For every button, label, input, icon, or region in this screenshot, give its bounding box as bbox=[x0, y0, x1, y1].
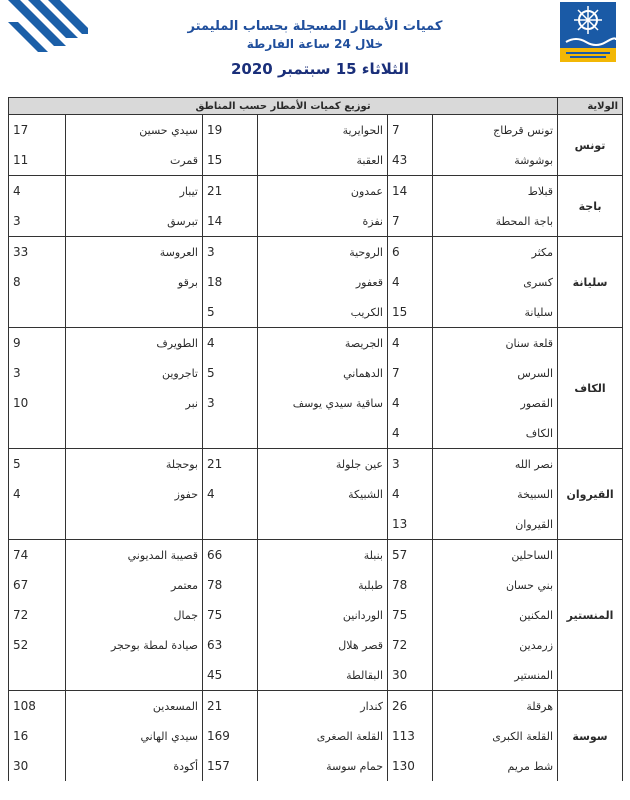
governorate-name: المنستير bbox=[558, 540, 623, 691]
station-3-name: الطويرف bbox=[66, 328, 203, 359]
station-1-value: 78 bbox=[388, 570, 433, 600]
station-3-name: المسعدين bbox=[66, 691, 203, 722]
station-1-value: 113 bbox=[388, 721, 433, 751]
station-3-name bbox=[66, 509, 203, 540]
station-1-name: مكثر bbox=[433, 237, 558, 268]
station-1-name: سليانة bbox=[433, 297, 558, 328]
station-1-name: بني حسان bbox=[433, 570, 558, 600]
station-2-name bbox=[258, 509, 388, 540]
station-3-name: سيدي حسين bbox=[66, 115, 203, 146]
station-2-value: 5 bbox=[203, 297, 258, 328]
station-1-value: 7 bbox=[388, 115, 433, 146]
station-2-name: الكريب bbox=[258, 297, 388, 328]
station-3-value bbox=[9, 509, 66, 540]
report-title bbox=[150, 18, 480, 53]
station-2-name: الدهماني bbox=[258, 358, 388, 388]
station-3-value: 33 bbox=[9, 237, 66, 268]
station-2-value: 4 bbox=[203, 479, 258, 509]
page-header bbox=[0, 0, 630, 96]
station-1-name: القصور bbox=[433, 388, 558, 418]
rainfall-table bbox=[8, 97, 623, 781]
station-3-value: 4 bbox=[9, 176, 66, 207]
station-2-value: 15 bbox=[203, 145, 258, 176]
station-2-value: 21 bbox=[203, 449, 258, 480]
station-3-value: 74 bbox=[9, 540, 66, 571]
rainfall-table-body bbox=[9, 98, 623, 782]
station-3-name: جمال bbox=[66, 600, 203, 630]
station-1-value: 72 bbox=[388, 630, 433, 660]
station-2-value: 3 bbox=[203, 388, 258, 418]
table-row bbox=[9, 418, 623, 449]
station-1-name: الكاف bbox=[433, 418, 558, 449]
table-row bbox=[9, 237, 623, 268]
station-3-value: 4 bbox=[9, 479, 66, 509]
station-3-value: 16 bbox=[9, 721, 66, 751]
table-row bbox=[9, 540, 623, 571]
station-1-value: 15 bbox=[388, 297, 433, 328]
station-3-name: قصيبة المديوني bbox=[66, 540, 203, 571]
station-2-value: 18 bbox=[203, 267, 258, 297]
station-1-value: 30 bbox=[388, 660, 433, 691]
station-3-value bbox=[9, 660, 66, 691]
table-row bbox=[9, 630, 623, 660]
station-2-name: القلعة الصغرى bbox=[258, 721, 388, 751]
station-3-value bbox=[9, 297, 66, 328]
station-1-name: هرقلة bbox=[433, 691, 558, 722]
station-2-name: نفزة bbox=[258, 206, 388, 237]
station-3-value: 9 bbox=[9, 328, 66, 359]
station-3-value: 108 bbox=[9, 691, 66, 722]
station-1-value: 130 bbox=[388, 751, 433, 781]
station-2-name: قعفور bbox=[258, 267, 388, 297]
station-2-value: 14 bbox=[203, 206, 258, 237]
institute-logo-icon bbox=[560, 2, 616, 62]
title-line-2: خلال 24 ساعة الفارطة bbox=[246, 37, 384, 51]
station-3-name bbox=[66, 660, 203, 691]
station-3-name bbox=[66, 297, 203, 328]
station-2-value bbox=[203, 418, 258, 449]
station-1-value: 75 bbox=[388, 600, 433, 630]
station-3-name: برقو bbox=[66, 267, 203, 297]
station-3-name: تاجروين bbox=[66, 358, 203, 388]
station-2-value: 157 bbox=[203, 751, 258, 781]
station-2-name: ساقية سيدي يوسف bbox=[258, 388, 388, 418]
station-1-value: 4 bbox=[388, 388, 433, 418]
station-2-name: الروحية bbox=[258, 237, 388, 268]
governorate-name: باجة bbox=[558, 176, 623, 237]
table-row bbox=[9, 115, 623, 146]
station-3-value: 11 bbox=[9, 145, 66, 176]
station-2-value: 21 bbox=[203, 691, 258, 722]
station-3-value: 3 bbox=[9, 206, 66, 237]
table-row bbox=[9, 479, 623, 509]
station-1-name: القيروان bbox=[433, 509, 558, 540]
station-2-value: 78 bbox=[203, 570, 258, 600]
station-1-value: 57 bbox=[388, 540, 433, 571]
station-3-name: تبرسق bbox=[66, 206, 203, 237]
station-2-name: الجريصة bbox=[258, 328, 388, 359]
governorate-name: سليانة bbox=[558, 237, 623, 328]
station-3-name: أكودة bbox=[66, 751, 203, 781]
station-1-value: 43 bbox=[388, 145, 433, 176]
table-row bbox=[9, 388, 623, 418]
station-1-name: قلعة سنان bbox=[433, 328, 558, 359]
governorate-name: الكاف bbox=[558, 328, 623, 449]
station-3-name: العروسة bbox=[66, 237, 203, 268]
station-1-name: السبيخة bbox=[433, 479, 558, 509]
station-1-value: 3 bbox=[388, 449, 433, 480]
station-1-name: زرمدين bbox=[433, 630, 558, 660]
station-2-name: بنبلة bbox=[258, 540, 388, 571]
station-1-name: القلعة الكبرى bbox=[433, 721, 558, 751]
station-2-value: 169 bbox=[203, 721, 258, 751]
table-row bbox=[9, 297, 623, 328]
station-2-value: 19 bbox=[203, 115, 258, 146]
table-row bbox=[9, 751, 623, 781]
station-2-value: 3 bbox=[203, 237, 258, 268]
station-3-value: 10 bbox=[9, 388, 66, 418]
header-distribution: توزيع كميات الأمطار حسب المناطق bbox=[9, 98, 558, 115]
station-3-value: 3 bbox=[9, 358, 66, 388]
station-3-name bbox=[66, 418, 203, 449]
station-3-value: 30 bbox=[9, 751, 66, 781]
station-2-name: الشبيكة bbox=[258, 479, 388, 509]
station-1-name: بوشوشة bbox=[433, 145, 558, 176]
station-2-name: البقالطة bbox=[258, 660, 388, 691]
station-1-value: 7 bbox=[388, 358, 433, 388]
governorate-name: سوسة bbox=[558, 691, 623, 782]
station-3-name: حفوز bbox=[66, 479, 203, 509]
table-row bbox=[9, 509, 623, 540]
station-2-name: كندار bbox=[258, 691, 388, 722]
station-1-name: نصر الله bbox=[433, 449, 558, 480]
table-row bbox=[9, 721, 623, 751]
table-row bbox=[9, 145, 623, 176]
station-1-name: الساحلين bbox=[433, 540, 558, 571]
table-row bbox=[9, 358, 623, 388]
table-row bbox=[9, 570, 623, 600]
station-2-value bbox=[203, 509, 258, 540]
station-2-name: عمدون bbox=[258, 176, 388, 207]
table-row bbox=[9, 600, 623, 630]
station-3-name: صيادة لمطة بوحجر bbox=[66, 630, 203, 660]
station-2-value: 4 bbox=[203, 328, 258, 359]
station-2-value: 75 bbox=[203, 600, 258, 630]
station-3-name: تيبار bbox=[66, 176, 203, 207]
station-3-value: 8 bbox=[9, 267, 66, 297]
station-3-value: 67 bbox=[9, 570, 66, 600]
governorate-name: تونس bbox=[558, 115, 623, 176]
station-2-value: 45 bbox=[203, 660, 258, 691]
station-1-value: 6 bbox=[388, 237, 433, 268]
station-1-name: المنستير bbox=[433, 660, 558, 691]
station-1-value: 13 bbox=[388, 509, 433, 540]
station-3-name: قمرت bbox=[66, 145, 203, 176]
station-3-name: بوحجلة bbox=[66, 449, 203, 480]
table-header-row bbox=[9, 98, 623, 115]
station-2-name: طبلبة bbox=[258, 570, 388, 600]
table-row bbox=[9, 691, 623, 722]
station-2-name: العقبة bbox=[258, 145, 388, 176]
title-line-1: كميات الأمطار المسجلة بحساب المليمتر bbox=[187, 19, 443, 34]
station-2-value: 21 bbox=[203, 176, 258, 207]
station-2-value: 63 bbox=[203, 630, 258, 660]
station-2-name bbox=[258, 418, 388, 449]
station-3-value bbox=[9, 418, 66, 449]
station-2-name: قصر هلال bbox=[258, 630, 388, 660]
station-1-name: السرس bbox=[433, 358, 558, 388]
stripes-logo-icon bbox=[8, 0, 88, 60]
station-1-name: كسرى bbox=[433, 267, 558, 297]
table-row bbox=[9, 660, 623, 691]
table-row bbox=[9, 267, 623, 297]
station-3-value: 72 bbox=[9, 600, 66, 630]
station-1-value: 26 bbox=[388, 691, 433, 722]
station-2-name: الوردانين bbox=[258, 600, 388, 630]
header-governorate: الولاية bbox=[558, 98, 623, 115]
station-3-name: معتمر bbox=[66, 570, 203, 600]
table-row bbox=[9, 449, 623, 480]
station-2-name: عين جلولة bbox=[258, 449, 388, 480]
station-3-name: سيدي الهاني bbox=[66, 721, 203, 751]
station-1-value: 4 bbox=[388, 479, 433, 509]
station-3-value: 17 bbox=[9, 115, 66, 146]
station-1-value: 4 bbox=[388, 418, 433, 449]
station-1-name: قبلاط bbox=[433, 176, 558, 207]
station-2-name: حمام سوسة bbox=[258, 751, 388, 781]
station-1-name: شط مريم bbox=[433, 751, 558, 781]
table-row bbox=[9, 328, 623, 359]
table-row bbox=[9, 176, 623, 207]
table-row bbox=[9, 206, 623, 237]
station-1-value: 4 bbox=[388, 267, 433, 297]
station-3-name: نبر bbox=[66, 388, 203, 418]
station-1-name: المكنين bbox=[433, 600, 558, 630]
station-1-value: 7 bbox=[388, 206, 433, 237]
station-1-name: تونس قرطاج bbox=[433, 115, 558, 146]
governorate-name: القيروان bbox=[558, 449, 623, 540]
station-2-value: 66 bbox=[203, 540, 258, 571]
station-3-value: 52 bbox=[9, 630, 66, 660]
station-3-value: 5 bbox=[9, 449, 66, 480]
station-1-name: باجة المحطة bbox=[433, 206, 558, 237]
station-1-value: 14 bbox=[388, 176, 433, 207]
station-1-value: 4 bbox=[388, 328, 433, 359]
station-2-name: الحوايرية bbox=[258, 115, 388, 146]
report-date: الثلاثاء 15 سبتمبر 2020 bbox=[230, 60, 410, 78]
station-2-value: 5 bbox=[203, 358, 258, 388]
